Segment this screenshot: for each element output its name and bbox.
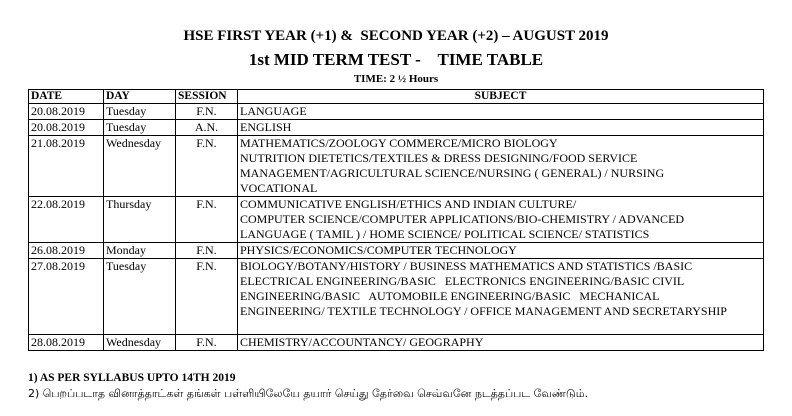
date-cell: 26.08.2019: [29, 243, 104, 259]
column-header-date: DATE: [29, 90, 104, 104]
subject-line: VOCATIONAL: [240, 181, 318, 195]
subject-line: NUTRITION DIETETICS/TEXTILES & DRESS DESIGNING/FOOD SERVICE: [240, 151, 638, 165]
subject-line: PHYSICS/ECONOMICS/COMPUTER TECHNOLOGY: [240, 243, 517, 257]
subject-line: BIOLOGY/BOTANY/HISTORY / BUSINESS MATHEMATICS AND STATISTICS /BASIC: [240, 259, 693, 273]
day-cell: Tuesday: [104, 120, 176, 136]
subject-line: ENGLISH: [240, 120, 292, 134]
date-cell: 21.08.2019: [29, 136, 104, 197]
date-cell: 20.08.2019: [29, 120, 104, 136]
subject-line: COMMUNICATIVE ENGLISH/ETHICS AND INDIAN CULTURE/: [240, 197, 577, 211]
day-cell: Wednesday: [104, 335, 176, 351]
session-cell: F.N.: [176, 136, 238, 197]
subject-line: ENGINEERING/BASIC AUTOMOBILE ENGINEERING/BASIC MECHANICAL: [240, 289, 660, 303]
day-cell: Monday: [104, 243, 176, 259]
subject-cell: [238, 243, 764, 259]
subject-cell: [238, 335, 764, 351]
subject-cell: [238, 197, 764, 243]
session-cell: A.N.: [176, 120, 238, 136]
note-tamil-instruction: 2) பெறப்படாத வினாத்தாட்கள் தங்கள் பள்ளியிலேயே தயார் செய்து தேர்வை செவ்வனே நடத்தப்பட வேண்டும்.: [28, 387, 589, 400]
column-header-day: DAY: [104, 90, 176, 104]
date-cell: 27.08.2019: [29, 259, 104, 335]
session-cell: F.N.: [176, 197, 238, 243]
note-syllabus: 1) AS PER SYLLABUS UPTO 14TH 2019: [28, 372, 236, 384]
day-cell: Tuesday: [104, 104, 176, 120]
subject-line: LANGUAGE ( TAMIL ) / HOME SCIENCE/ POLITICAL SCIENCE/ STATISTICS: [240, 227, 650, 241]
day-cell: Tuesday: [104, 259, 176, 335]
date-cell: 22.08.2019: [29, 197, 104, 243]
subject-line: MANAGEMENT/AGRICULTURAL SCIENCE/NURSING ( GENERAL) / NURSING: [240, 166, 665, 180]
notes: [28, 370, 588, 402]
subject-cell: [238, 136, 764, 197]
header-row: [29, 90, 764, 104]
date-cell: 20.08.2019: [29, 104, 104, 120]
subject-line: MATHEMATICS/ZOOLOGY COMMERCE/MICRO BIOLOGY: [240, 136, 558, 150]
table-row: [29, 335, 764, 351]
day-cell: Thursday: [104, 197, 176, 243]
table-row: [29, 197, 764, 243]
table-row: [29, 120, 764, 136]
table-row: [29, 243, 764, 259]
subject-line: LANGUAGE: [240, 104, 307, 118]
table-row: [29, 259, 764, 335]
subject-cell: [238, 259, 764, 335]
column-header-subject: SUBJECT: [238, 90, 764, 104]
subject-line: ENGINEERING/ TEXTILE TECHNOLOGY / OFFICE MANAGEMENT AND SECRETARYSHIP: [240, 304, 727, 318]
table-row: [29, 136, 764, 197]
day-cell: Wednesday: [104, 136, 176, 197]
subject-cell: [238, 104, 764, 120]
subject-line: COMPUTER SCIENCE/COMPUTER APPLICATIONS/BIO-CHEMISTRY / ADVANCED: [240, 212, 685, 226]
date-cell: 28.08.2019: [29, 335, 104, 351]
exam-duration: TIME: 2 ½ Hours: [353, 73, 439, 85]
title-line-2: 1st MID TERM TEST - TIME TABLE: [248, 50, 544, 69]
timetable: [28, 89, 764, 351]
column-header-session: SESSION: [176, 90, 238, 104]
session-cell: F.N.: [176, 335, 238, 351]
table-row: [29, 104, 764, 120]
subject-line: CHEMISTRY/ACCOUNTANCY/ GEOGRAPHY: [240, 335, 484, 349]
subject-cell: [238, 120, 764, 136]
title-line-1: HSE FIRST YEAR (+1) & SECOND YEAR (+2) – AUGUST 2019: [183, 28, 609, 44]
session-cell: F.N.: [176, 104, 238, 120]
subject-line: ELECTRICAL ENGINEERING/BASIC ELECTRONICS ENGINEERING/BASIC CIVIL: [240, 274, 685, 288]
session-cell: F.N.: [176, 259, 238, 335]
session-cell: F.N.: [176, 243, 238, 259]
subject-line: [240, 319, 761, 334]
